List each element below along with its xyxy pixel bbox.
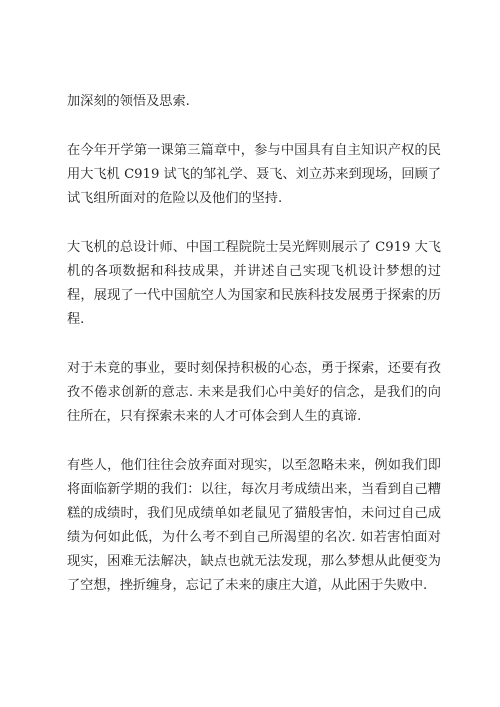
paragraph-5: 有些人，他们往往会放弃面对现实，以至忽略未来，例如我们即将面临新学期的我们：以往，每次月考成绩出来，当看到自己糟糕的成绩时，我们见成绩单如老鼠见了猫般害怕，未问过自己成绩为何如此低，为什么考不到自己所渴望的名次. 如若害怕面对现实，困难无法解决，缺点也就无法发现，那么梦想从此便变为了空想，挫折缠身，忘记了未来的康庄大道，从此困于失败中. <box>67 458 441 593</box>
paragraph-3: 大飞机的总设计师、中国工程院院士吴光辉则展示了 C919 大飞机的各项数据和科技成果，并讲述自己实现飞机设计梦想的过程，展现了一代中国航空人为国家和民族科技发展勇于探索的历程. <box>67 240 441 327</box>
paragraph-4: 对于未竟的事业，要时刻保持积极的心态，勇于探索，还要有孜孜不倦求创新的意志. 未来是我们心中美好的信念，是我们的向往所在，只有探索未来的人才可体会到人生的真谛. <box>67 361 441 424</box>
document-body <box>67 90 441 623</box>
paragraph-1: 加深刻的领悟及思索. <box>67 94 190 109</box>
paragraph-2: 在今年开学第一课第三篇章中，参与中国具有自主知识产权的民用大飞机 C919 试飞的邹礼学、聂飞、刘立苏来到现场，回顾了试飞组所面对的危险以及他们的坚持. <box>67 143 441 206</box>
